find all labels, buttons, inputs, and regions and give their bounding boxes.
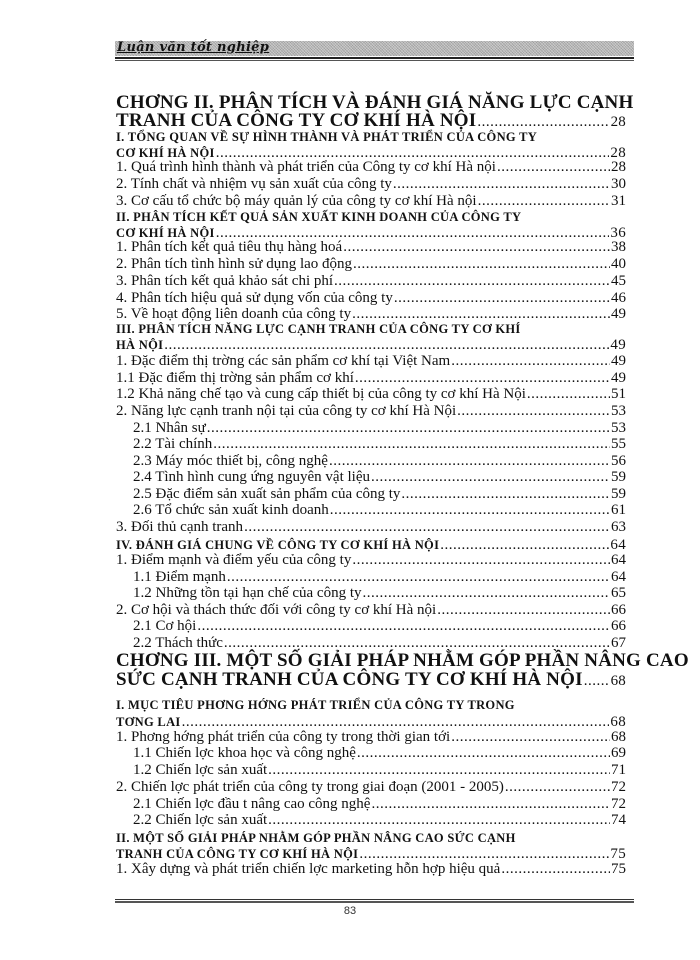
toc-entry-title: 2. Năng lực cạnh tranh nội tại của công ty cơ khí Hà Nội: [116, 403, 457, 419]
toc-dot-leader: [227, 569, 610, 586]
toc-entry-title: 1.1 Chiến lợc khoa học và công nghệ: [133, 745, 356, 761]
toc-page-number: 68: [610, 714, 626, 730]
toc-page-number: 28: [610, 145, 626, 161]
toc-entry-title: 2. Phân tích tình hình sử dụng lao động: [116, 256, 353, 272]
toc-page-number: 68: [611, 729, 626, 745]
toc-page-number: 49: [611, 353, 626, 369]
toc-dot-leader: [197, 618, 610, 635]
toc-page-number: 64: [611, 552, 626, 568]
toc-sub: [116, 469, 626, 486]
toc-dot-leader: [334, 273, 610, 290]
toc-dot-leader: [394, 290, 610, 307]
toc-page-number: 64: [610, 537, 626, 553]
toc-entry-title: 2.2 Thách thức: [133, 635, 223, 651]
toc-entry-title: CƠ KHÍ HÀ NỘI: [116, 146, 215, 160]
toc-item: [116, 273, 626, 290]
toc-item: [116, 239, 626, 256]
toc-dot-leader: [437, 602, 610, 619]
toc-dot-leader: [451, 353, 610, 370]
toc-dot-leader: [457, 403, 610, 420]
toc-sub: [116, 618, 626, 635]
toc-entry-title: II. MỘT SỐ GIẢI PHÁP NHẰM GÓP PHẦN NÂNG CAO SỨC CẠNH: [116, 831, 516, 845]
toc-entry-title: 2. Chiến lợc phát triển của công ty trong giai đoạn (2001 - 2005): [116, 779, 504, 795]
toc-section-line: [116, 130, 626, 145]
toc-entry-title: SỨC CẠNH TRANH CỦA CÔNG TY CƠ KHÍ HÀ NỘI: [116, 669, 583, 690]
toc-item: [116, 552, 626, 569]
toc-dot-leader: [352, 552, 610, 569]
toc-entry-title: 3. Phân tích kết quả khảo sát chi phí: [116, 273, 334, 289]
toc-dot-leader: [268, 812, 610, 829]
toc-page-number: 55: [611, 436, 626, 452]
toc-item: [116, 193, 626, 210]
toc-item: [116, 779, 626, 796]
toc-page-number: 45: [611, 273, 626, 289]
toc-entry-title: 5. Về hoạt động liên doanh của công ty: [116, 306, 352, 322]
toc-dot-leader: [330, 502, 610, 519]
toc-dot-leader: [357, 745, 610, 762]
toc-page-number: 69: [611, 745, 626, 761]
toc-entry-title: 1. Phân tích kết quả tiêu thụ hàng hoá: [116, 239, 343, 255]
toc-item: [116, 386, 626, 403]
toc-sub: [116, 486, 626, 503]
toc-entry-title: CHƠNG II. PHÂN TÍCH VÀ ĐÁNH GIÁ NĂNG LỰC CẠNH: [116, 92, 634, 113]
toc-section-line: [116, 698, 626, 713]
toc-dot-leader: [268, 762, 610, 779]
toc-page-number: 66: [611, 602, 626, 618]
toc-page-number: 40: [611, 256, 626, 272]
toc-dot-leader: [478, 193, 610, 210]
toc-page-number: 61: [611, 502, 626, 518]
toc-item: [116, 370, 626, 387]
toc-entry-title: III. PHÂN TÍCH NĂNG LỰC CẠNH TRANH CỦA CÔNG TY CƠ KHÍ: [116, 322, 521, 336]
toc-dot-leader: [213, 436, 610, 453]
toc-chapter: [116, 110, 626, 132]
toc-sub: [116, 762, 626, 779]
toc-item: [116, 403, 626, 420]
toc-entry-title: 2.2 Chiến lợc sản xuất: [133, 812, 268, 828]
toc-entry-title: 2.3 Máy móc thiết bị, công nghệ: [133, 453, 328, 469]
toc-page-number: 74: [611, 812, 626, 828]
toc-page-number: 67: [611, 635, 626, 651]
toc-page-number: 28: [610, 114, 626, 130]
toc-entry-title: 1.2 Khả năng chế tạo và cung cấp thiết bị của công ty cơ khí Hà Nội: [116, 386, 526, 402]
toc-dot-leader: [527, 386, 610, 403]
header-title: Luận văn tốt nghiệp: [117, 40, 270, 55]
toc-page-number: 66: [611, 618, 626, 634]
toc-page-number: 59: [611, 469, 626, 485]
toc-dot-leader: [451, 729, 610, 746]
toc-dot-leader: [329, 453, 610, 470]
toc-section-line: [116, 210, 626, 225]
toc-entry-title: 1.1 Đặc điểm thị trờng sản phẩm cơ khí: [116, 370, 354, 386]
toc-entry-title: TRANH CỦA CÔNG TY CƠ KHÍ HÀ NỘI: [116, 110, 477, 131]
toc-dot-leader: [363, 585, 611, 602]
toc-entry-title: TRANH CỦA CÔNG TY CƠ KHÍ HÀ NỘI: [116, 847, 359, 861]
toc-dot-leader: [501, 861, 610, 878]
toc-dot-leader: [371, 469, 610, 486]
toc-dot-leader: [371, 796, 610, 813]
toc-section: [116, 337, 626, 354]
toc-item: [116, 159, 626, 176]
toc-dot-leader: [497, 159, 610, 176]
toc-entry-title: 4. Phân tích hiệu quả sử dụng vốn của công ty: [116, 290, 393, 306]
toc-sub: [116, 745, 626, 762]
toc-dot-leader: [477, 114, 609, 131]
toc-entry-title: 1.1 Điểm mạnh: [133, 569, 226, 585]
toc-entry-title: 1. Điểm mạnh và điểm yếu của công ty: [116, 552, 352, 568]
toc-dot-leader: [244, 519, 610, 536]
toc-page-number: 75: [611, 861, 626, 877]
toc-dot-leader: [393, 176, 610, 193]
toc-dot-leader: [584, 673, 610, 690]
toc-page-number: 71: [611, 762, 626, 778]
toc-item: [116, 729, 626, 746]
running-header: [115, 41, 634, 56]
toc-item: [116, 176, 626, 193]
toc-page-number: 59: [611, 486, 626, 502]
toc-entry-title: IV. ĐÁNH GIÁ CHUNG VỀ CÔNG TY CƠ KHÍ HÀ NỘI: [116, 538, 440, 552]
toc-entry-title: I. MỤC TIÊU PHƠNG HỚNG PHÁT TRIỂN CỦA CÔNG TY TRONG: [116, 698, 515, 712]
toc-page-number: 75: [610, 846, 626, 862]
toc-page-number: 30: [611, 176, 626, 192]
toc-sub: [116, 420, 626, 437]
toc-page-number: 49: [611, 370, 626, 386]
toc-entry-title: 1. Phơng hớng phát triển của công ty trong thời gian tới: [116, 729, 451, 745]
toc-sub: [116, 585, 626, 602]
toc-entry-title: 1.2 Chiến lợc sản xuất: [133, 762, 268, 778]
toc-dot-leader: [352, 306, 610, 323]
toc-entry-title: TƠNG LAI: [116, 715, 181, 729]
toc-page-number: 28: [611, 159, 626, 175]
toc-entry-title: CHƠNG III. MỘT SỐ GIẢI PHÁP NHẰM GÓP PHẦN NÂNG CAO: [116, 650, 689, 671]
toc-sub: [116, 436, 626, 453]
toc-entry-title: 2.5 Đặc điểm sản xuất sản phẩm của công ty: [133, 486, 401, 502]
toc-entry-title: 1.2 Những tồn tại hạn chế của công ty: [133, 585, 362, 601]
toc-section-line: [116, 322, 626, 337]
toc-item: [116, 290, 626, 307]
toc-page-number: 51: [611, 386, 626, 402]
toc-page-number: 64: [611, 569, 626, 585]
toc-chapter: [116, 669, 626, 691]
toc-entry-title: HÀ NỘI: [116, 338, 164, 352]
toc-page-number: 72: [611, 796, 626, 812]
toc-item: [116, 256, 626, 273]
toc-page-number: 63: [611, 519, 626, 535]
toc-sub: [116, 502, 626, 519]
toc-page-number: 53: [611, 420, 626, 436]
toc-entry-title: 2.6 Tổ chức sản xuất kinh doanh: [133, 502, 329, 518]
toc-page-number: 72: [611, 779, 626, 795]
toc-entry-title: 2.1 Cơ hội: [133, 618, 197, 634]
toc-entry-title: 3. Cơ cấu tổ chức bộ máy quản lý của công ty cơ khí Hà nội: [116, 193, 477, 209]
toc-page-number: 53: [611, 403, 626, 419]
toc-entry-title: I. TỔNG QUAN VỀ SỰ HÌNH THÀNH VÀ PHÁT TRIỂN CỦA CÔNG TY: [116, 130, 538, 144]
toc-dot-leader: [164, 337, 609, 354]
toc-sub: [116, 569, 626, 586]
toc-entry-title: 1. Xây dựng và phát triển chiến lợc marketing hỗn hợp hiệu quả: [116, 861, 501, 877]
page-number: 83: [343, 905, 357, 917]
toc-entry-title: 2. Tính chất và nhiệm vụ sản xuất của công ty: [116, 176, 392, 192]
toc-dot-leader: [355, 370, 610, 387]
header-rule: [115, 57, 634, 61]
toc-item: [116, 353, 626, 370]
toc-section-line: [116, 831, 626, 846]
toc-page-number: 36: [610, 225, 626, 241]
toc-sub: [116, 796, 626, 813]
toc-entry-title: CƠ KHÍ HÀ NỘI: [116, 226, 215, 240]
toc-entry-title: 2.1 Chiến lợc đầu t nâng cao công nghệ: [133, 796, 371, 812]
toc-entry-title: 3. Đối thủ cạnh tranh: [116, 519, 244, 535]
toc-dot-leader: [401, 486, 610, 503]
toc-dot-leader: [343, 239, 610, 256]
toc-item: [116, 861, 626, 878]
toc-entry-title: II. PHÂN TÍCH KẾT QUẢ SẢN XUẤT KINH DOANH CỦA CÔNG TY: [116, 210, 522, 224]
toc-sub: [116, 812, 626, 829]
toc-entry-title: 2. Cơ hội và thách thức đối với công ty cơ khí Hà nội: [116, 602, 437, 618]
toc-entry-title: 1. Đặc điểm thị trờng các sản phẩm cơ khí tại Việt Nam: [116, 353, 451, 369]
footer-rule: [115, 899, 634, 903]
toc-page-number: 56: [611, 453, 626, 469]
toc-page-number: 68: [610, 673, 626, 689]
toc-entry-title: 2.4 Tình hình cung ứng nguyên vật liệu: [133, 469, 370, 485]
toc-sub: [116, 453, 626, 470]
toc-page-number: 65: [611, 585, 626, 601]
toc-dot-leader: [207, 420, 610, 437]
toc-entry-title: 2.1 Nhân sự: [133, 420, 206, 436]
toc-page-number: 31: [611, 193, 626, 209]
toc-page-number: 49: [610, 337, 626, 353]
toc-item: [116, 602, 626, 619]
toc-item: [116, 519, 626, 536]
toc-page-number: 49: [611, 306, 626, 322]
toc-item: [116, 306, 626, 323]
toc-page-number: 46: [611, 290, 626, 306]
toc-page-number: 38: [611, 239, 626, 255]
toc-entry-title: 2.2 Tài chính: [133, 436, 213, 452]
toc-dot-leader: [505, 779, 610, 796]
toc-dot-leader: [353, 256, 610, 273]
toc-entry-title: 1. Quá trình hình thành và phát triển của Công ty cơ khí Hà nội: [116, 159, 496, 175]
